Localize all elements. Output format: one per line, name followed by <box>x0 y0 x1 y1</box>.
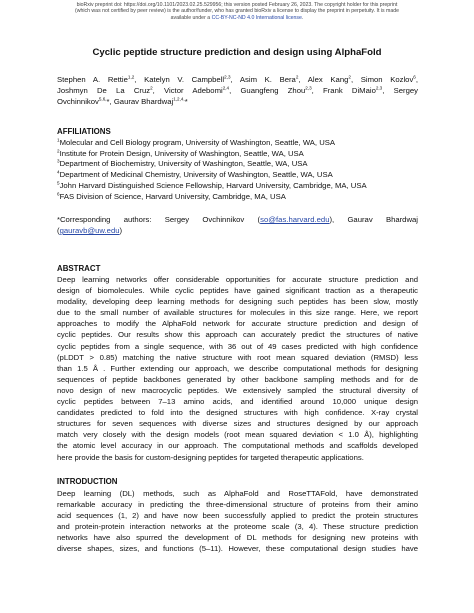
abstract-line: sequences of peptide backbones generated by other backbone sampling methods and for de <box>57 374 418 384</box>
author-line-2: Joshmyn De La Cruz$^2$, Victor Adebomi$^{2,4}$, Guangfeng Zhou$^{2,3}$, Frank DiMaio$^{2,3}$, Sergey <box>57 85 418 96</box>
abstract-line: match very closely with the design models (root mean squared deviation < 1.0 Å), highlighting <box>57 430 418 440</box>
email-link-bhardwaj[interactable]: gauravb@uw.edu <box>59 226 120 236</box>
email-link-ovchinnikov[interactable]: so@fas.harvard.edu <box>260 215 330 224</box>
banner-line-3: available under a CC-BY-NC-ND 4.0 International license. <box>170 14 304 21</box>
abstract-line: cyclic peptides between 7–13 amino acids, and identified around 10,000 unique design <box>57 397 418 407</box>
abstract-line: structures for seven sequences with diverse sizes and structures designed by our approach <box>57 419 418 429</box>
author-line-1: Stephen A. Rettie$^{1,2}$, Katelyn V. Campbell$^{2,3}$, Asim K. Bera$^2$, Alex Kang$^2$, Simon Kozlov$^6$, <box>57 74 418 84</box>
abstract-line: cyclic peptides from a single sequence, with 36 out of 49 cases predicted with high confidence <box>57 341 418 351</box>
affiliation-item: $^6$FAS Division of Science, Harvard University, Cambridge, MA, USA <box>57 190 286 201</box>
abstract-heading: ABSTRACT <box>57 264 101 273</box>
introduction-heading: INTRODUCTION <box>57 477 118 486</box>
abstract-line: (pLDDT > 0.85) matching the native structure with root mean squared deviation (RMSD) less <box>57 352 418 362</box>
abstract-body <box>57 274 418 463</box>
abstract-line: approaches to modify the AlphaFold network for accurate structure prediction and design of <box>57 319 418 329</box>
abstract-line: than 1.5 Å . Further extending our approach, we describe computational methods for designing <box>57 363 418 373</box>
intro-line: acid sequences (1, 2) and have now been successfully applied to predict the protein structures <box>57 511 418 521</box>
license-link[interactable]: CC-BY-NC-ND 4.0 International license <box>211 14 302 21</box>
author-list <box>57 74 418 107</box>
abstract-line: modality, developing deep learning methods for designing such peptides has been slow, mostly <box>57 297 418 307</box>
abstract-line: cyclic peptides. Our results show this approach can accurately predict the structures of native <box>57 330 418 340</box>
affiliation-item: $^4$Department of Medicinal Chemistry, University of Washington, Seattle, WA, USA <box>57 169 333 180</box>
abstract-line: due to the small number of available structures for molecules in this size range. Here, we report <box>57 308 418 318</box>
abstract-line: the atomic level accuracy in our approach. The computational methods and scaffolds developed <box>57 441 418 451</box>
abstract-line: candidates predicted to fold into the designed structures with high confidence. X-ray crystal <box>57 408 418 418</box>
affiliation-item: $^1$Molecular and Cell Biology program, University of Washington, Seattle, WA, USA <box>57 137 336 147</box>
affiliations-heading: AFFILIATIONS <box>57 127 111 136</box>
affiliation-item: $^5$John Harvard Distinguished Science Fellowship, Harvard University, Cambridge, MA, USA <box>57 180 367 190</box>
abstract-line: novo design of new macrocyclic peptides. We extensively sampled the structural diversity of <box>57 385 418 395</box>
preprint-banner <box>0 2 474 21</box>
affiliations-list <box>57 138 418 202</box>
banner-line-1: bioRxiv preprint doi: https://doi.org/10.1101/2023.02.25.529956; this version posted February 26, 2023. The copyright holder for this preprint <box>76 2 398 8</box>
intro-line: Deep learning (DL) methods, such as AlphaFold and RoseTTAFold, have demonstrated <box>57 489 418 498</box>
affiliation-item: $^2$Institute for Protein Design, University of Washington, Seattle, WA, USA <box>57 148 304 158</box>
affiliation-item: $^3$Department of Biochemistry, University of Washington, Seattle, WA, USA <box>57 158 308 169</box>
abstract-line: here provide the basis for custom-designing peptides for targeted therapeutic applications. <box>57 452 364 462</box>
abstract-line: design of biomolecules. While cyclic peptides have gained significant traction as a therapeutic <box>57 286 418 296</box>
intro-line: and protein-protein interaction networks at the proteome scale (3, 4). These structure prediction <box>57 522 418 532</box>
paper-title: Cyclic peptide structure prediction and design using AlphaFold <box>92 47 382 58</box>
intro-line: diverse shapes, sizes, and functions (5–11). However, these computational design studies have <box>57 544 418 554</box>
banner-line-2: (which was not certified by peer review) is the author/funder, who has granted bioRxiv a license to display the preprint in perpetuity. It is made <box>75 8 399 15</box>
author-line-3: Ovchinnikov$^{5,6,}$*, Gaurav Bhardwaj$^{1,2,4,}$* <box>57 96 188 107</box>
intro-line: networks have also spurred the development of DL methods for designing new proteins with <box>57 533 418 543</box>
intro-line: remarkable accuracy in predicting the three-dimensional structure of proteins from their amino <box>57 500 418 510</box>
abstract-line: Deep learning networks offer considerable opportunities for accurate structure prediction and <box>57 275 418 284</box>
introduction-body <box>57 488 418 555</box>
corresponding-authors: *Corresponding authors: Sergey Ovchinnikov (so@fas.harvard.edu), Gaurav Bhardwaj (gauravb@uw.edu) <box>57 215 418 236</box>
